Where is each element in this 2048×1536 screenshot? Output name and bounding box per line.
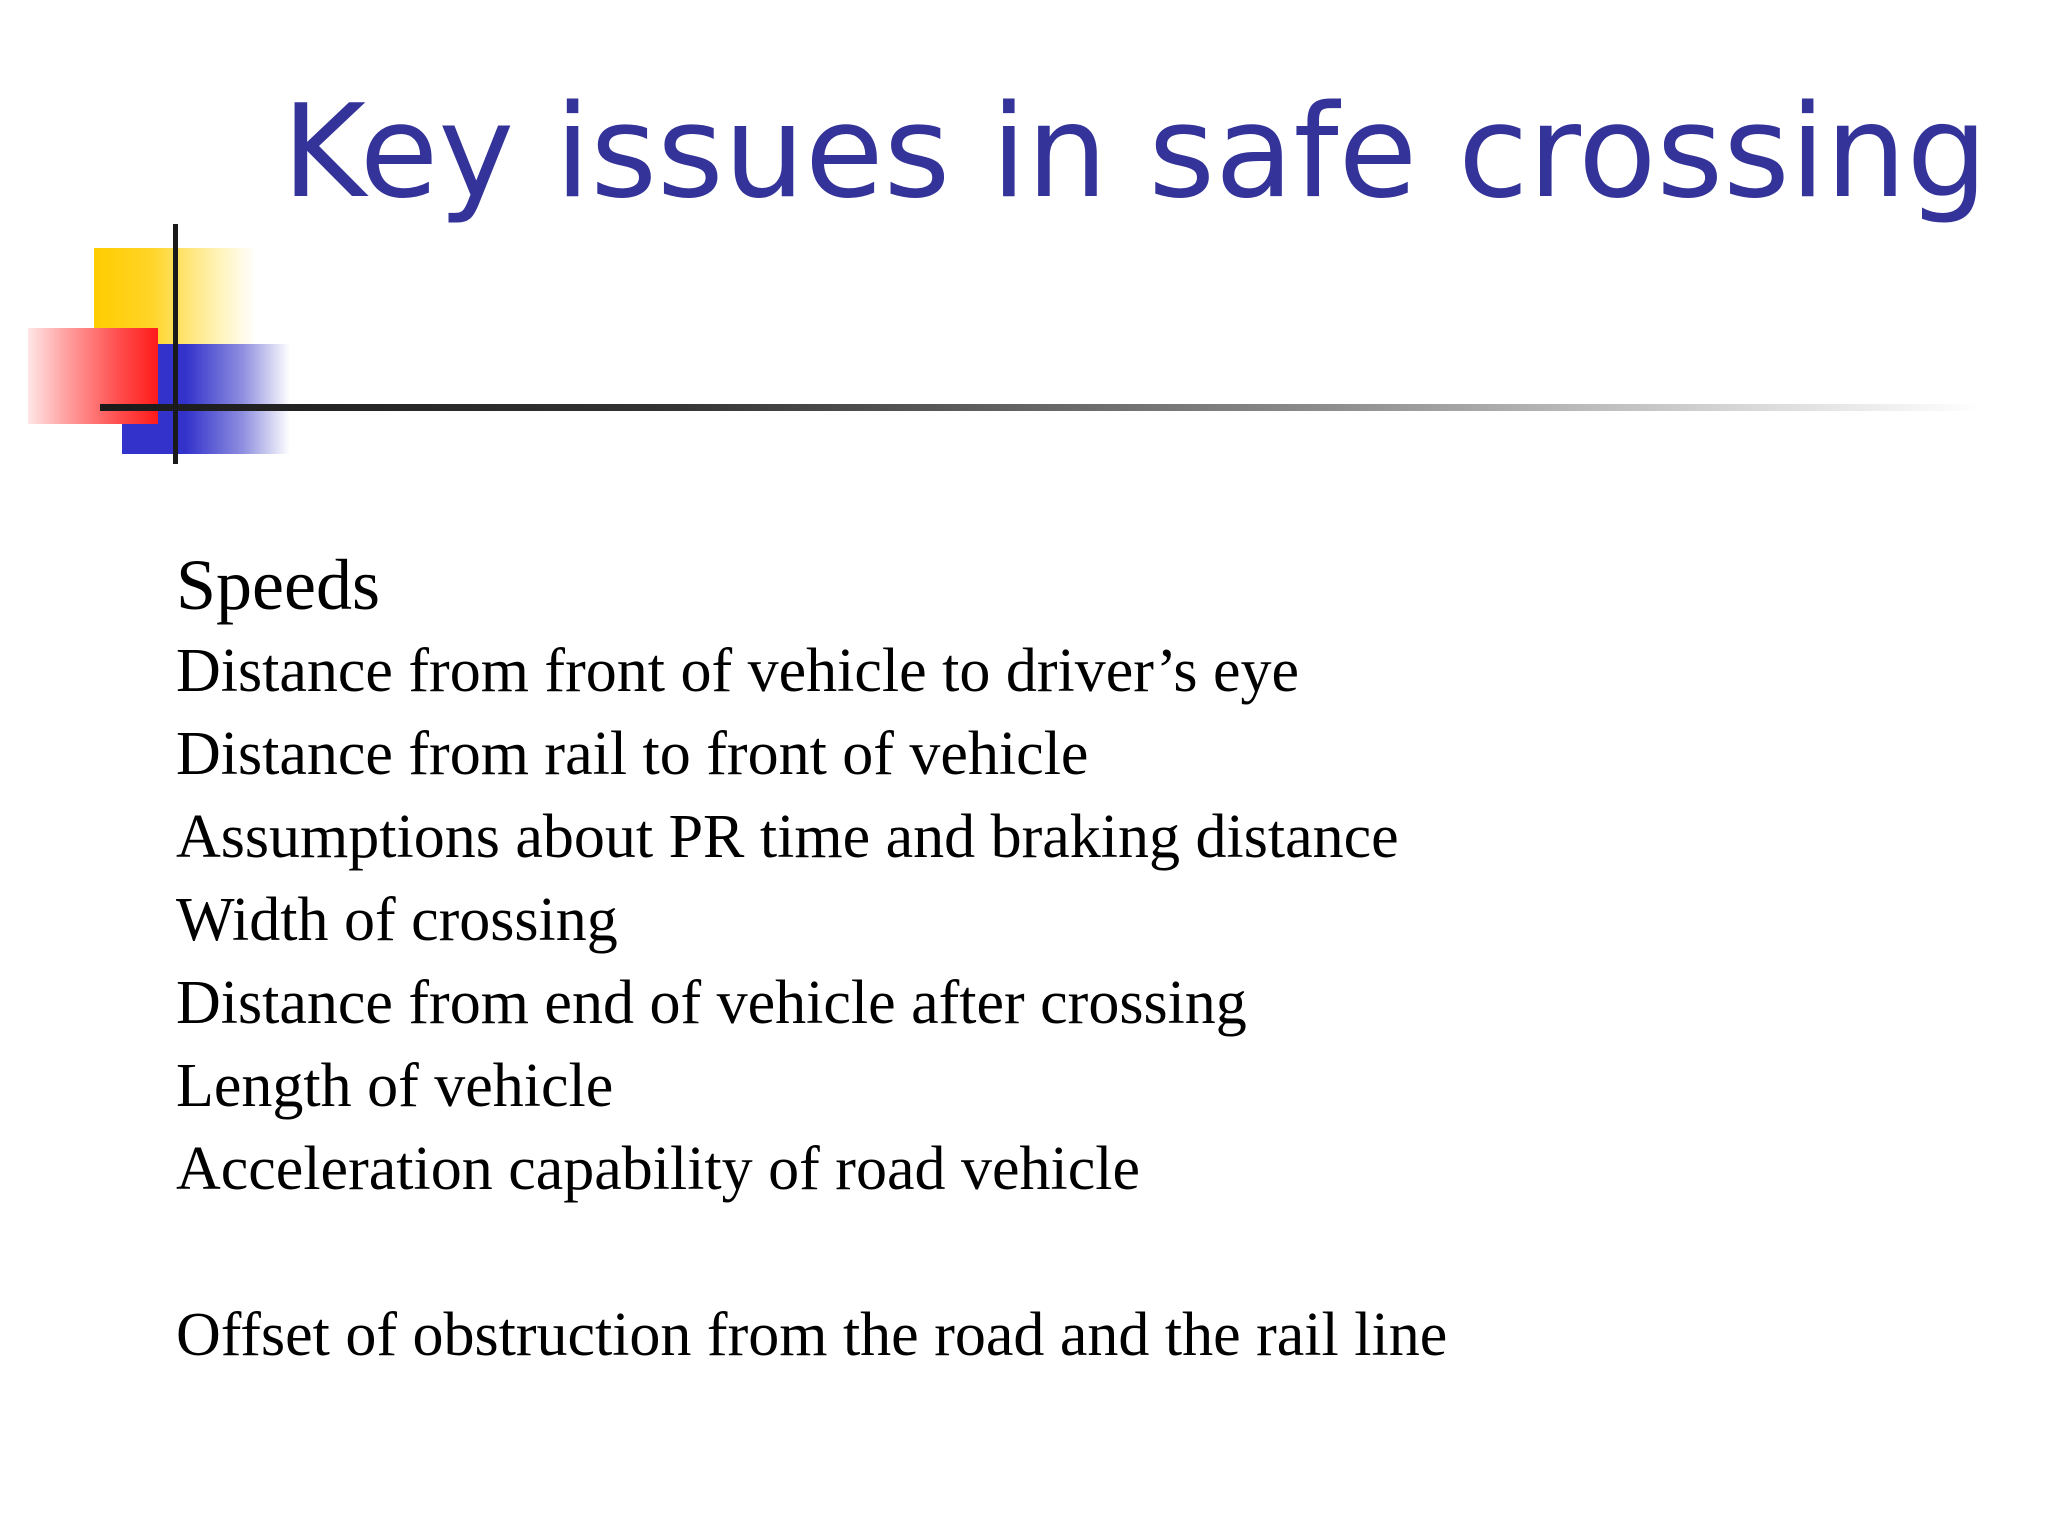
list-item: Length of vehicle — [176, 1052, 614, 1120]
list-item-offset: Offset of obstruction from the road and the rail line — [176, 1301, 1448, 1369]
vertical-rule-decoration — [173, 224, 178, 464]
list-item: Distance from rail to front of vehicle — [176, 720, 1089, 788]
list-item: Distance from end of vehicle after crossing — [176, 969, 1247, 1037]
list-item: Distance from front of vehicle to driver’s eye — [176, 637, 1300, 705]
list-item: Assumptions about PR time and braking distance — [176, 803, 1399, 871]
list-item: Speeds — [176, 545, 380, 625]
issues-list — [176, 540, 1447, 1377]
title-underline-rule — [100, 404, 1980, 411]
list-item: Acceleration capability of road vehicle — [176, 1135, 1140, 1203]
list-item: Width of crossing — [176, 886, 618, 954]
list-spacer — [176, 1211, 1447, 1294]
slide-title: Key issues in safe crossing — [282, 78, 1988, 227]
